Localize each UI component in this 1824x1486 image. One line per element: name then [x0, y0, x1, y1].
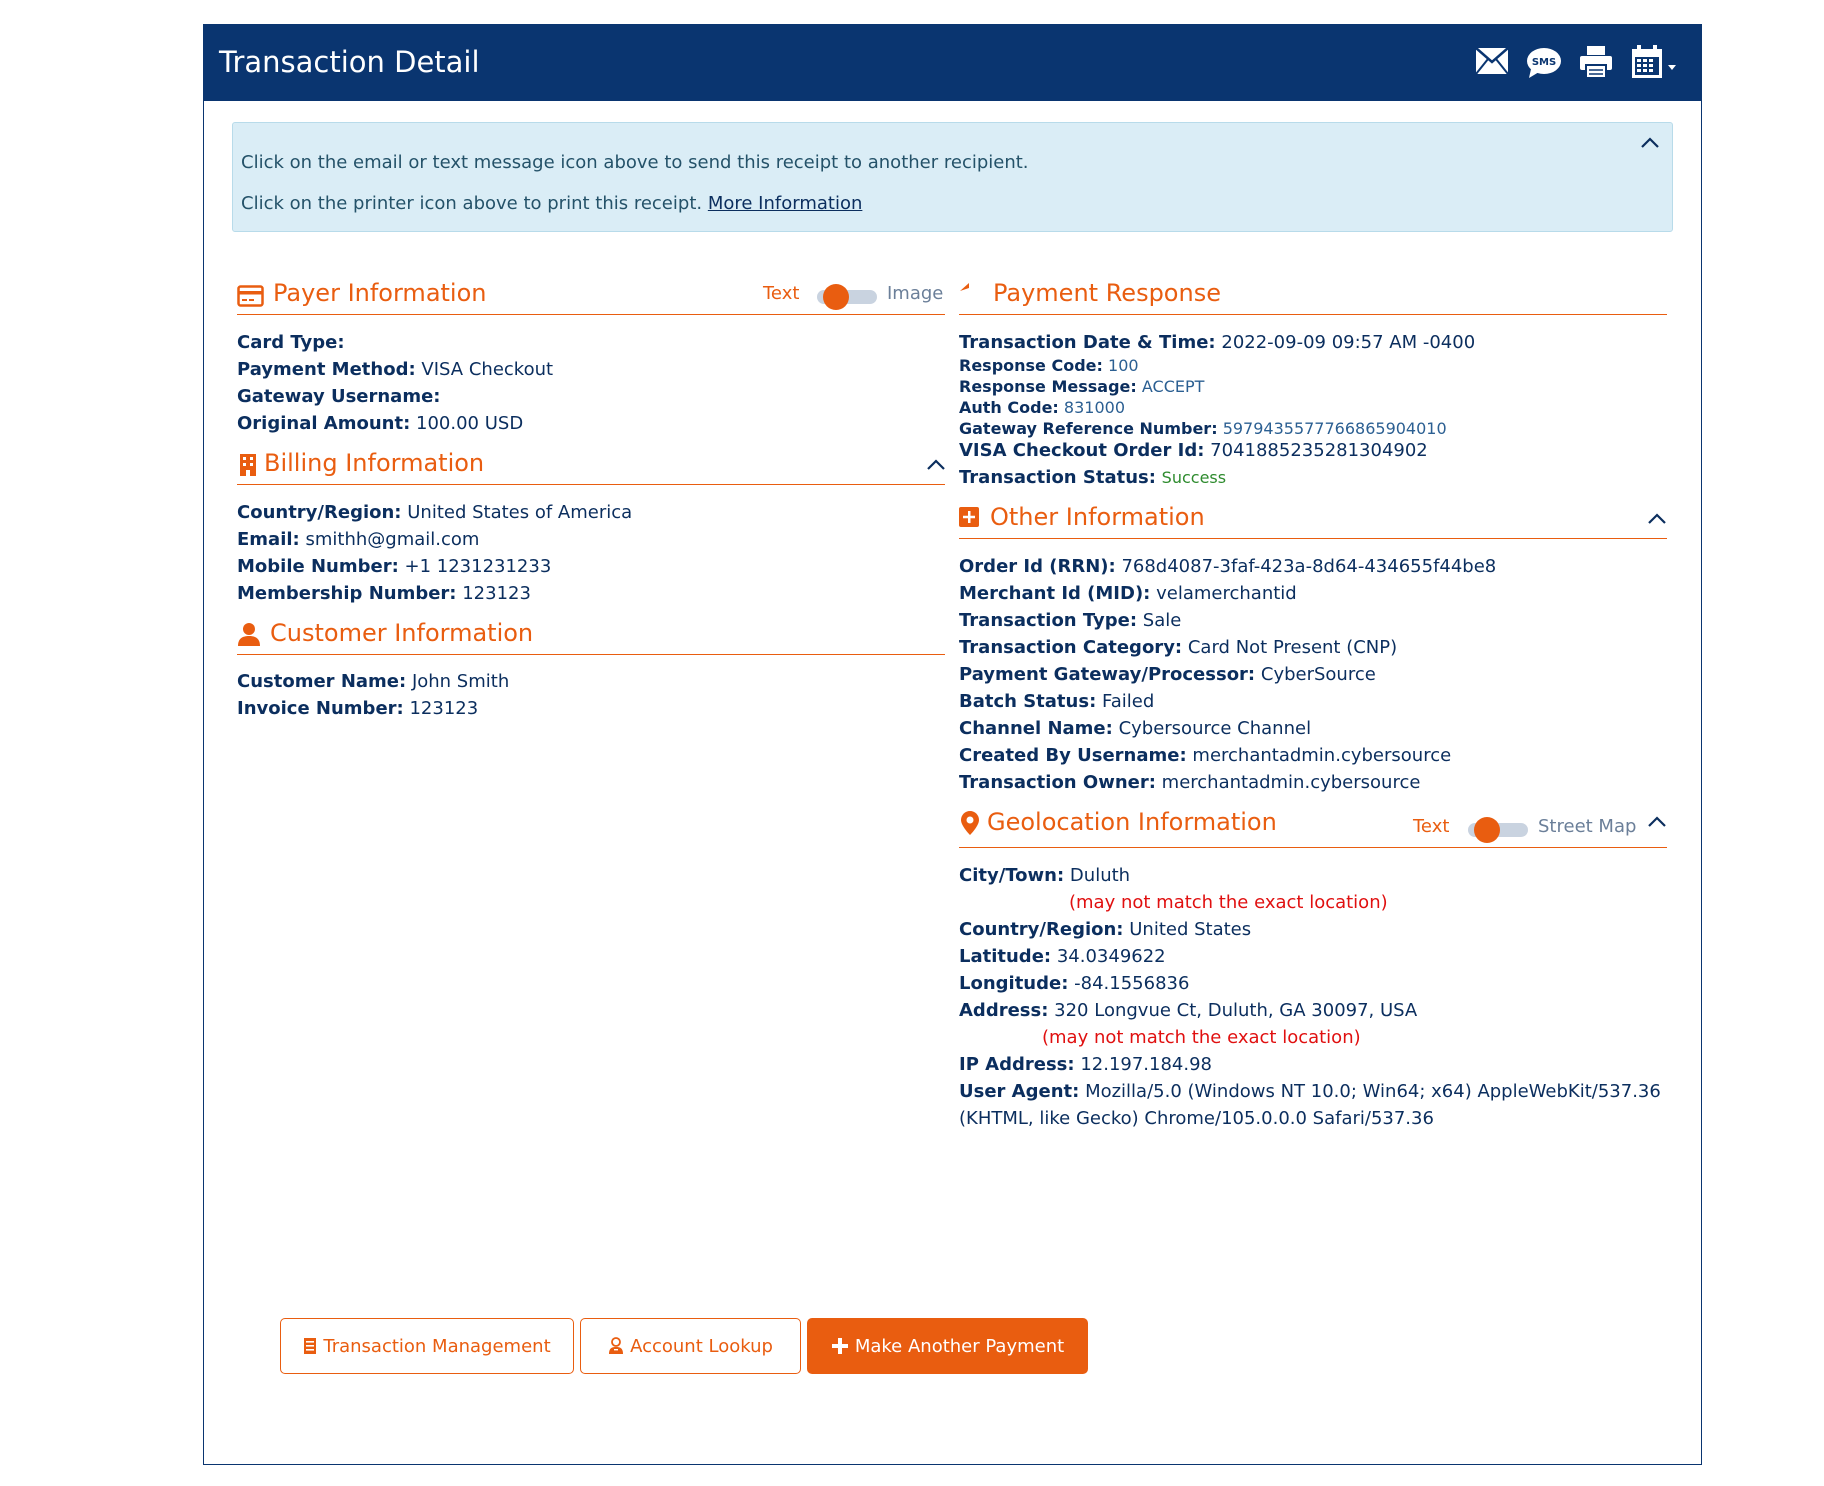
- other-row-created-by: [959, 745, 1451, 766]
- billing-row-mobile: [237, 556, 551, 577]
- geo-row-label: Latitude:: [959, 946, 1052, 967]
- other-row-label: Transaction Type:: [959, 610, 1138, 631]
- customer-row-label: Customer Name:: [237, 671, 407, 692]
- payer-toggle-knob: [823, 284, 849, 310]
- response-row-value: 5979435577766865904010: [1222, 419, 1447, 438]
- billing-row-membership: [237, 583, 531, 604]
- make-another-payment-button[interactable]: [807, 1318, 1088, 1374]
- payer-row-gateway-username: [237, 386, 441, 407]
- billing-row-label: Membership Number:: [237, 583, 457, 604]
- other-row-value: merchantadmin.cybersource: [1161, 772, 1421, 793]
- building-icon: [239, 453, 257, 481]
- other-collapse-chevron-icon[interactable]: [1647, 511, 1667, 530]
- customer-divider: [237, 654, 945, 655]
- geo-city-warning: (may not match the exact location): [1069, 892, 1388, 913]
- payer-row-value: 100.00 USD: [416, 413, 524, 434]
- payer-row-original-amount: [237, 413, 523, 434]
- customer-row-name: [237, 671, 509, 692]
- geo-row-label: Address:: [959, 1000, 1049, 1021]
- geo-row-label: IP Address:: [959, 1054, 1075, 1075]
- billing-row-label: Country/Region:: [237, 502, 402, 523]
- other-row-merchant-id: [959, 583, 1297, 604]
- payer-toggle-text-label: Text: [763, 283, 800, 304]
- geo-row-label: City/Town:: [959, 865, 1065, 886]
- other-row-label: Payment Gateway/Processor:: [959, 664, 1256, 685]
- response-row-value: 7041885235281304902: [1210, 440, 1428, 461]
- plus-square-icon: [959, 507, 979, 531]
- geo-row-ip: [959, 1054, 1212, 1075]
- geo-row-address: [959, 1000, 1417, 1021]
- payer-row-value: VISA Checkout: [421, 359, 554, 380]
- other-row-category: [959, 637, 1397, 658]
- other-row-label: Batch Status:: [959, 691, 1097, 712]
- payer-row-label: Gateway Username:: [237, 386, 441, 407]
- other-row-label: Merchant Id (MID):: [959, 583, 1151, 604]
- other-row-label: Created By Username:: [959, 745, 1187, 766]
- geo-row-value: -84.1556836: [1074, 973, 1190, 994]
- email-icon[interactable]: [1475, 47, 1509, 79]
- customer-row-label: Invoice Number:: [237, 698, 404, 719]
- other-row-value: Failed: [1102, 691, 1155, 712]
- response-row-message: [959, 377, 1204, 396]
- status-badge: Success: [1161, 468, 1227, 487]
- other-row-gateway: [959, 664, 1376, 685]
- response-row-label: VISA Checkout Order Id:: [959, 440, 1205, 461]
- customer-row-value: 123123: [409, 698, 479, 719]
- other-row-value: Cybersource Channel: [1118, 718, 1312, 739]
- billing-row-value: United States of America: [407, 502, 633, 523]
- billing-row-country: [237, 502, 632, 523]
- other-row-label: Transaction Owner:: [959, 772, 1156, 793]
- payer-toggle-image-label: Image: [887, 283, 944, 304]
- more-information-link[interactable]: More Information: [707, 193, 863, 214]
- response-row-label: Response Code:: [959, 356, 1103, 375]
- geo-collapse-chevron-icon[interactable]: [1647, 814, 1667, 833]
- other-row-label: Order Id (RRN):: [959, 556, 1116, 577]
- notice-line-print: [241, 193, 862, 214]
- transaction-management-button[interactable]: [280, 1318, 574, 1374]
- geo-row-value: United States: [1129, 919, 1252, 940]
- billing-row-label: Mobile Number:: [237, 556, 399, 577]
- map-pin-icon: [961, 811, 979, 839]
- geo-row-value: Mozilla/5.0 (Windows NT 10.0; Win64; x64) AppleWebKit/537.36: [1085, 1081, 1661, 1102]
- response-row-label: Transaction Status:: [959, 467, 1156, 488]
- geo-address-warning: (may not match the exact location): [1042, 1027, 1361, 1048]
- response-row-label: Auth Code:: [959, 398, 1059, 417]
- transaction-management-label: Transaction Management: [323, 1335, 551, 1357]
- customer-row-value: John Smith: [411, 671, 510, 692]
- billing-row-value: 123123: [462, 583, 531, 604]
- payer-row-label: Card Type:: [237, 332, 345, 353]
- geo-row-country: [959, 919, 1251, 940]
- billing-row-value: smithh@gmail.com: [305, 529, 480, 550]
- response-row-code: [959, 356, 1139, 375]
- customer-information-title: Customer Information: [270, 619, 534, 647]
- geo-row-city: [959, 865, 1130, 886]
- geo-text-map-toggle[interactable]: [1468, 823, 1528, 837]
- printer-icon[interactable]: [1579, 45, 1613, 83]
- payer-row-label: Original Amount:: [237, 413, 411, 434]
- geo-toggle-map-label: Street Map: [1538, 816, 1637, 837]
- geo-row-latitude: [959, 946, 1166, 967]
- response-row-value: 100: [1108, 356, 1139, 375]
- other-row-order-id: [959, 556, 1496, 577]
- user-icon: [237, 622, 261, 650]
- response-row-label: Gateway Reference Number:: [959, 419, 1218, 438]
- other-row-channel: [959, 718, 1311, 739]
- geo-divider: [959, 847, 1667, 848]
- notice-line-print-text: Click on the printer icon above to print this receipt.: [241, 193, 703, 214]
- geo-row-value: (KHTML, like Gecko) Chrome/105.0.0.0 Safari/537.36: [959, 1108, 1434, 1129]
- credit-card-icon: [237, 285, 264, 311]
- geo-row-user-agent: [959, 1081, 1661, 1102]
- geo-row-longitude: [959, 973, 1189, 994]
- other-row-value: CyberSource: [1260, 664, 1376, 685]
- make-another-payment-label: Make Another Payment: [854, 1335, 1065, 1357]
- other-divider: [959, 538, 1667, 539]
- billing-divider: [237, 484, 945, 485]
- response-row-auth-code: [959, 398, 1125, 417]
- user-search-icon: [608, 1337, 624, 1355]
- payer-row-card-type: [237, 332, 345, 353]
- account-lookup-button[interactable]: [580, 1318, 801, 1374]
- payer-information-title: Payer Information: [273, 279, 487, 307]
- other-information-title: Other Information: [990, 503, 1205, 531]
- other-row-value: 768d4087-3faf-423a-8d64-434655f44be8: [1121, 556, 1497, 577]
- other-row-transaction-type: [959, 610, 1181, 631]
- account-lookup-label: Account Lookup: [630, 1335, 773, 1357]
- customer-row-invoice: [237, 698, 478, 719]
- payer-row-payment-method: [237, 359, 553, 380]
- other-row-value: merchantadmin.cybersource: [1192, 745, 1452, 766]
- geolocation-information-title: Geolocation Information: [987, 808, 1277, 836]
- response-row-value: ACCEPT: [1141, 377, 1205, 396]
- response-row-value: 831000: [1063, 398, 1125, 417]
- response-row-order-id: [959, 440, 1428, 461]
- billing-row-email: [237, 529, 479, 550]
- geo-row-label: Longitude:: [959, 973, 1069, 994]
- other-row-value: velamerchantid: [1156, 583, 1297, 604]
- other-row-label: Transaction Category:: [959, 637, 1183, 658]
- page-title: Transaction Detail: [219, 45, 480, 79]
- payer-row-label: Payment Method:: [237, 359, 416, 380]
- panel-header: [204, 25, 1701, 101]
- other-row-value: Card Not Present (CNP): [1187, 637, 1398, 658]
- receipt-notice: [232, 122, 1673, 232]
- response-row-label: Response Message:: [959, 377, 1137, 396]
- billing-information-title: Billing Information: [264, 449, 485, 477]
- geo-toggle-knob: [1474, 817, 1500, 843]
- geo-row-user-agent-cont: [959, 1108, 1434, 1129]
- response-row-gateway-ref: [959, 419, 1447, 438]
- sms-icon-label: SMS: [1531, 57, 1557, 68]
- calendar-icon[interactable]: [1631, 44, 1679, 84]
- response-row-label: Transaction Date & Time:: [959, 332, 1216, 353]
- response-row-status: [959, 467, 1226, 488]
- notice-line-email: Click on the email or text message icon above to send this receipt to another recipient.: [241, 152, 1029, 173]
- payment-response-title: Payment Response: [993, 279, 1221, 307]
- receipt-icon: [303, 1337, 317, 1355]
- other-row-value: Sale: [1142, 610, 1182, 631]
- payment-response-divider: [959, 314, 1667, 315]
- sms-icon[interactable]: [1526, 47, 1562, 83]
- geo-row-label: Country/Region:: [959, 919, 1124, 940]
- payer-divider: [237, 314, 945, 315]
- other-row-batch-status: [959, 691, 1154, 712]
- billing-row-value: +1 1231231233: [404, 556, 552, 577]
- other-row-owner: [959, 772, 1420, 793]
- geo-row-value: 12.197.184.98: [1080, 1054, 1212, 1075]
- payer-text-image-toggle[interactable]: [817, 290, 877, 304]
- other-row-label: Channel Name:: [959, 718, 1113, 739]
- plus-icon: [831, 1337, 849, 1355]
- transaction-detail-panel: [203, 24, 1702, 1465]
- billing-collapse-chevron-icon[interactable]: [926, 457, 946, 476]
- notice-collapse-chevron-icon[interactable]: [1640, 134, 1660, 155]
- response-row-date: [959, 332, 1475, 353]
- geo-row-label: User Agent:: [959, 1081, 1080, 1102]
- geo-toggle-text-label: Text: [1413, 816, 1450, 837]
- geo-row-value: 34.0349622: [1056, 946, 1166, 967]
- billing-row-label: Email:: [237, 529, 300, 550]
- geo-row-value: Duluth: [1069, 865, 1131, 886]
- response-row-value: 2022-09-09 09:57 AM -0400: [1221, 332, 1476, 353]
- geo-row-value: 320 Longvue Ct, Duluth, GA 30097, USA: [1054, 1000, 1418, 1021]
- reply-arrow-icon: [959, 282, 983, 308]
